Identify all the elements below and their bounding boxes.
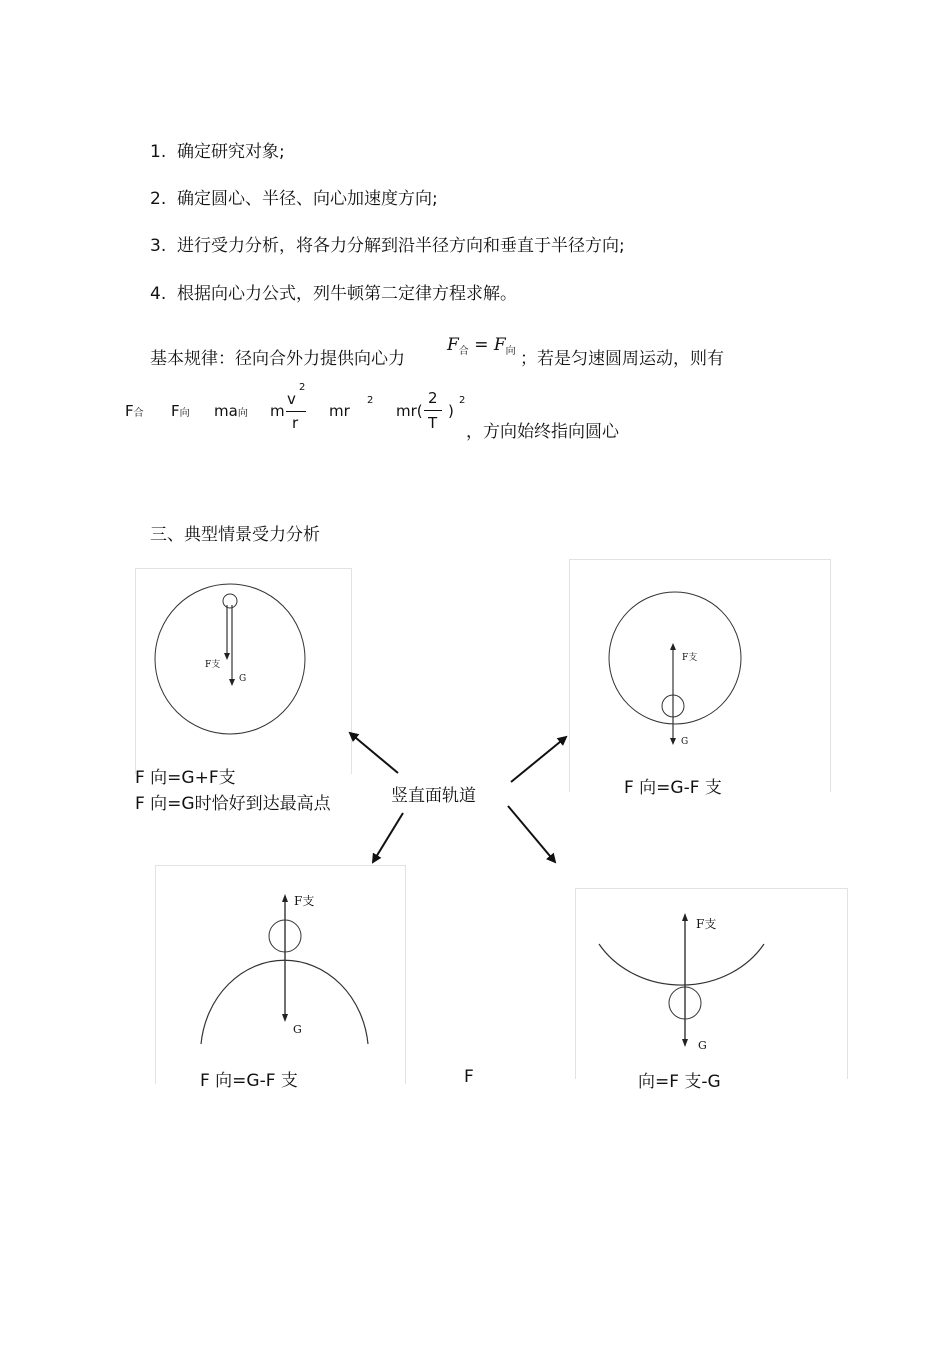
arrow-to-bottom-right bbox=[508, 806, 555, 862]
step-3 bbox=[150, 231, 625, 256]
section-title: 三、典型情景受力分析 bbox=[150, 525, 320, 545]
caption-top-left-1: F 向=G+F支 bbox=[135, 768, 236, 788]
step-number: 3. bbox=[150, 236, 167, 256]
figure-loop-bottom bbox=[569, 559, 831, 792]
arrow-to-top-right bbox=[511, 737, 566, 782]
support-force-label: F支 bbox=[294, 894, 315, 908]
arrow-to-top-left bbox=[350, 733, 398, 773]
figure-loop-top bbox=[135, 568, 352, 774]
support-force-label: F支 bbox=[682, 653, 698, 663]
rule-formula: $F_合 = F_向$ bbox=[447, 335, 516, 357]
step-text: 进行受力分析，将各力分解到沿半径方向和垂直于半径方向; bbox=[177, 236, 625, 256]
arrow-to-bottom-left bbox=[373, 813, 403, 862]
gravity-label: G bbox=[293, 1023, 302, 1036]
caption-top-right: F 向=G-F 支 bbox=[624, 778, 722, 798]
caption-top-left-2: F 向=G时恰好到达最高点 bbox=[135, 794, 331, 814]
loop-top-diagram bbox=[136, 569, 351, 774]
step-1 bbox=[150, 137, 285, 162]
fraction-bar bbox=[286, 411, 306, 412]
loop-bottom-diagram bbox=[570, 560, 830, 792]
step-number: 2. bbox=[150, 189, 167, 209]
caption-bottom-right: 向=F 支-G bbox=[638, 1072, 721, 1092]
rule-prefix: 基本规律：径向合外力提供向心力 bbox=[150, 349, 405, 369]
step-number: 4. bbox=[150, 284, 167, 304]
figure-arch-top bbox=[155, 865, 406, 1091]
fraction-bar bbox=[424, 410, 442, 411]
step-number: 1. bbox=[150, 142, 167, 162]
step-4 bbox=[150, 279, 517, 304]
support-force-label: F支 bbox=[696, 917, 717, 931]
step-2 bbox=[150, 184, 438, 209]
gravity-label: G bbox=[698, 1039, 707, 1052]
step-text: 确定圆心、半径、向心加速度方向; bbox=[177, 189, 438, 209]
caption-bottom-left: F 向=G-F 支 bbox=[200, 1071, 298, 1091]
step-text: 根据向心力公式，列牛顿第二定律方程求解。 bbox=[177, 284, 518, 304]
arch-top-diagram bbox=[156, 866, 405, 1084]
caption-bottom-right-f: F bbox=[464, 1067, 474, 1087]
vertical-track-label: 竖直面轨道 bbox=[391, 786, 476, 806]
gravity-label: G bbox=[681, 737, 689, 747]
support-force-label: F支 bbox=[205, 660, 221, 670]
gravity-label: G bbox=[239, 674, 247, 684]
rule-suffix: ；若是匀速圆周运动，则有 bbox=[520, 349, 724, 369]
step-text: 确定研究对象; bbox=[177, 142, 285, 162]
figure-valley-bottom bbox=[575, 888, 848, 1079]
